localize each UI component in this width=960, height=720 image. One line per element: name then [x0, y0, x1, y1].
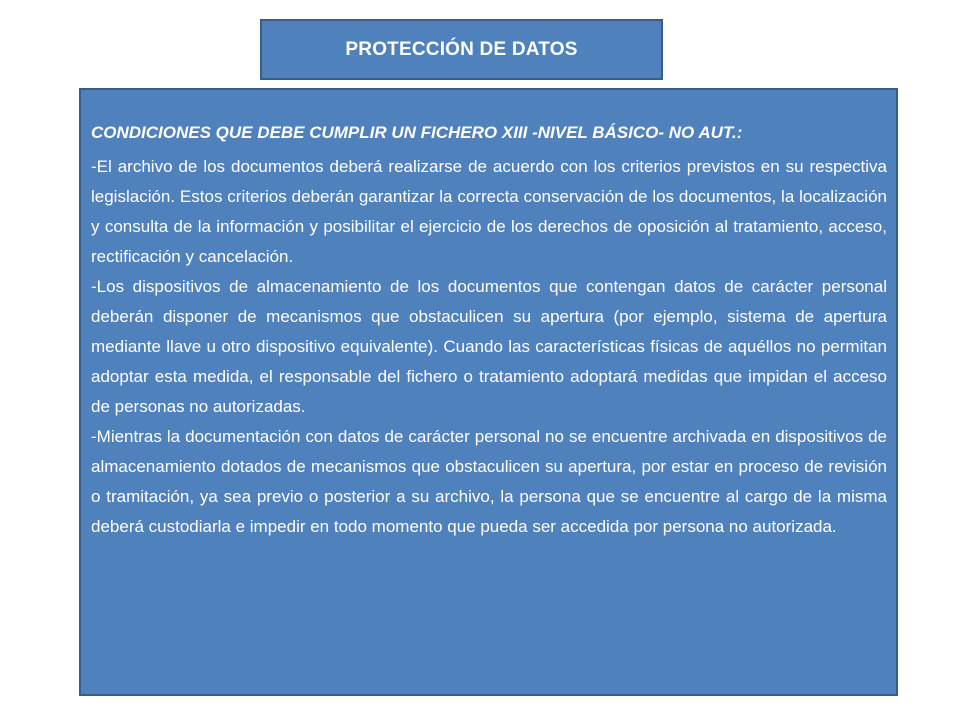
paragraph-dispositivos: -Los dispositivos de almacenamiento de los documentos que contengan datos de carácter personal deberán disponer de mecanismos que obstaculicen su apertura (por ejemplo, sistema de apertura mediante llave u otro dispositivo equivalente). Cuando las características físicas de aquéllos no permitan adoptar esta medida, el responsable del fichero o tratamiento adoptará medidas que impidan el acceso de personas no autorizadas.	[91, 277, 887, 416]
title-box	[260, 19, 663, 80]
paragraph-custodia: -Mientras la documentación con datos de carácter personal no se encuentre archivada en dispositivos de almacenamiento dotados de mecanismos que obstaculicen su apertura, por estar en proceso de revisión o tramitación, ya sea previo o posterior a su archivo, la persona que se encuentre al cargo de la misma deberá custodiarla e impedir en todo momento que pueda ser accedida por persona no autorizada.	[91, 427, 887, 536]
content-box	[79, 88, 898, 696]
paragraph-archivo: -El archivo de los documentos deberá realizarse de acuerdo con los criterios previstos en su respectiva legislación. Estos criterios deberán garantizar la correcta conservación de los documentos, la localización y consulta de la información y posibilitar el ejercicio de los derechos de oposición al tratamiento, acceso, rectificación y cancelación.	[91, 157, 887, 266]
slide-title: PROTECCIÓN DE DATOS	[345, 38, 578, 60]
content-heading: CONDICIONES QUE DEBE CUMPLIR UN FICHERO XIII -NIVEL BÁSICO- NO AUT.:	[91, 123, 743, 142]
